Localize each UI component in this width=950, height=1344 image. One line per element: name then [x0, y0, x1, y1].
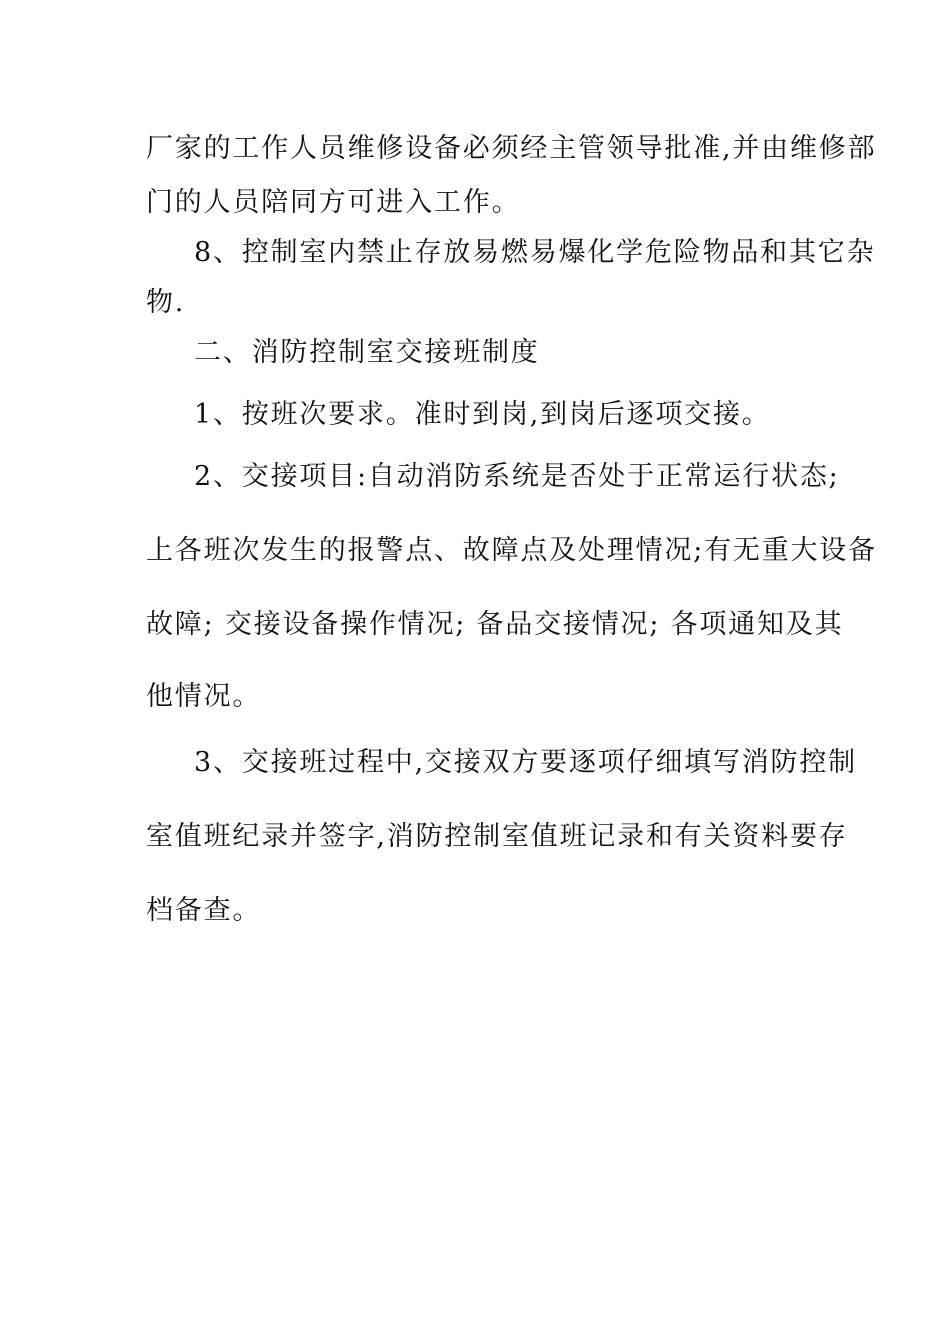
section-heading: 二、消防控制室交接班制度: [194, 337, 540, 368]
paragraph-line-continuation-2: 门的人员陪同方可进入工作。: [146, 187, 521, 218]
item-8-line-2: 物.: [146, 287, 186, 318]
item-2-line-2: 上各班次发生的报警点、故障点及处理情况;有无重大设备: [146, 535, 877, 566]
paragraph-line-continuation-1: 厂家的工作人员维修设备必须经主管领导批准,并由维修部: [146, 133, 877, 164]
item-2-line-4: 他情况。: [146, 681, 262, 712]
item-2-line-1: 2、交接项目:自动消防系统是否处于正常运行状态;: [194, 461, 840, 492]
item-3-line-2: 室值班纪录并签字,消防控制室值班记录和有关资料要存: [146, 821, 848, 852]
item-1-line-1: 1、按班次要求。准时到岗,到岗后逐项交接。: [194, 399, 771, 430]
item-3-line-3: 档备查。: [146, 895, 262, 926]
item-2-line-3: 故障; 交接设备操作情况; 备品交接情况; 各项通知及其: [146, 609, 844, 640]
item-8-line-1: 8、控制室内禁止存放易燃易爆化学危险物品和其它杂: [194, 237, 876, 268]
item-3-line-1: 3、交接班过程中,交接双方要逐项仔细填写消防控制: [194, 747, 857, 778]
